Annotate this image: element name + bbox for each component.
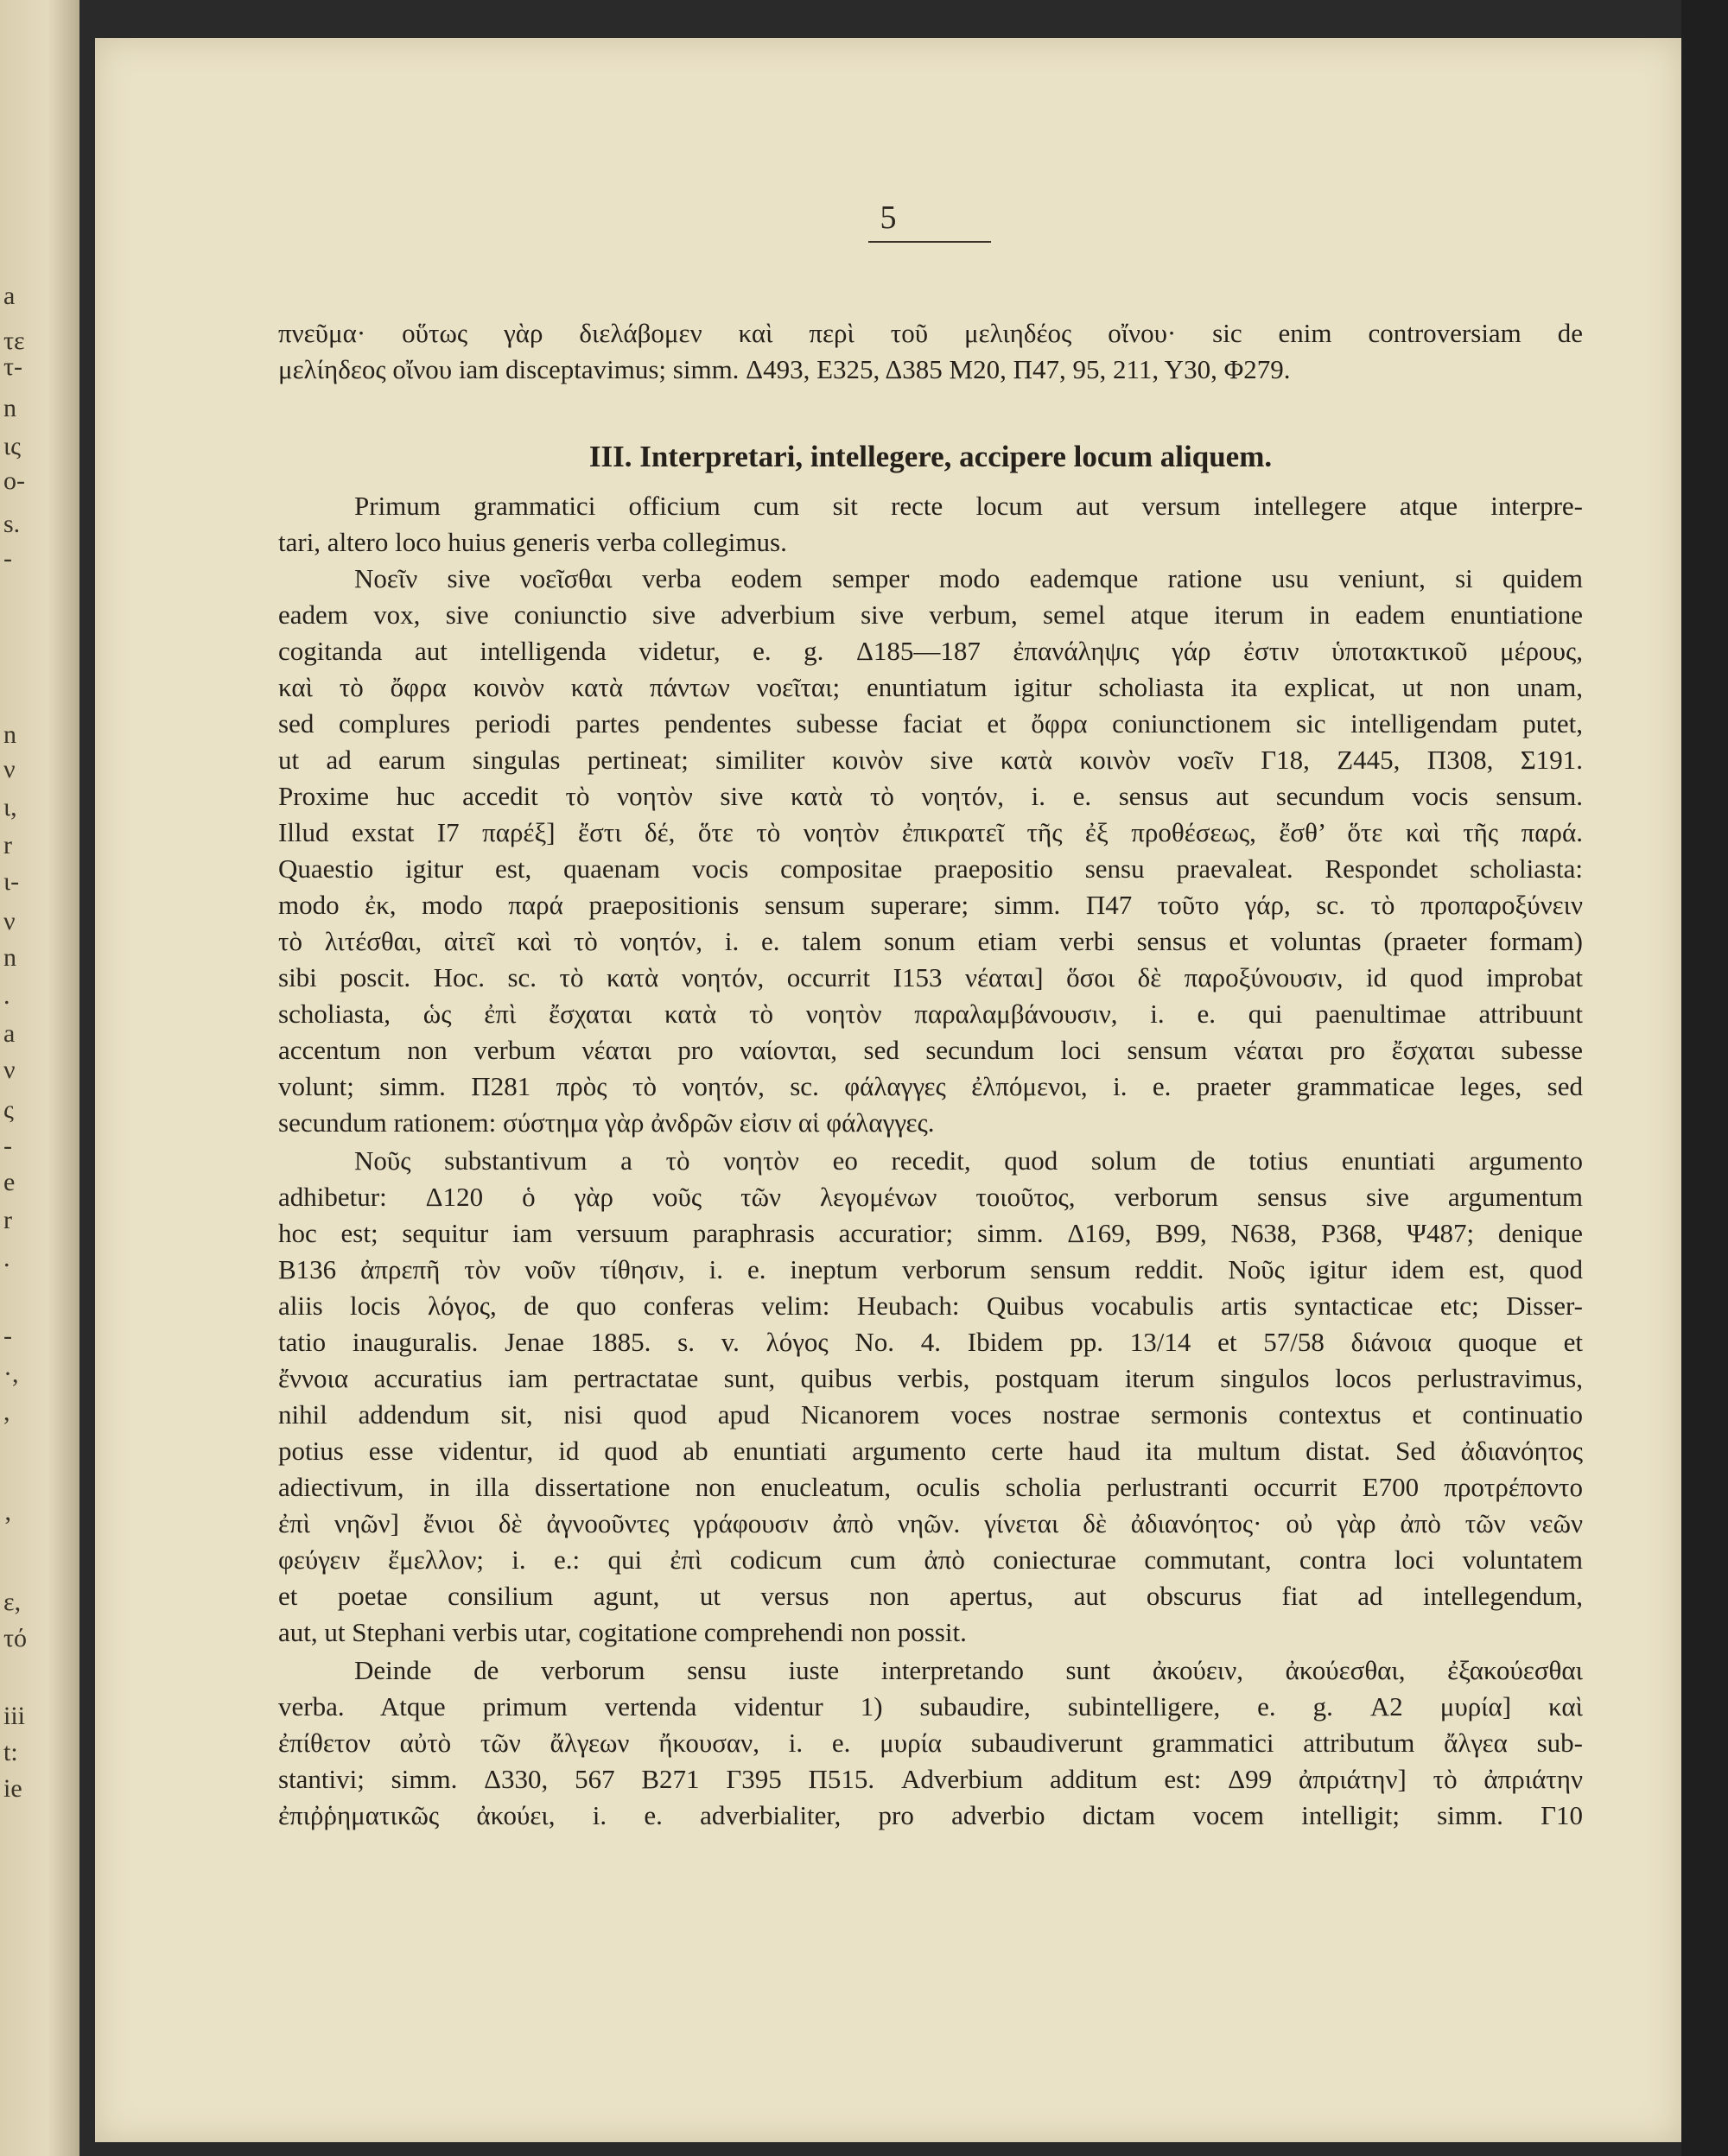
margin-fragment: s. — [3, 510, 21, 538]
text-line: μελίηδεος οἴνου iam disceptavimus; simm. Δ493, Ε325, Δ385 Μ20, Π47, 95, 211, Υ30, Φ279. — [278, 354, 1291, 384]
text-line: hoc est; sequitur iam versuum paraphrasis accuratior; simm. Δ169, Β99, Ν638, Ρ368, Ψ487; denique — [278, 1218, 1583, 1248]
text-line: aut, ut Stephani verbis utar, cogitatione comprehendi non possit. — [278, 1617, 967, 1647]
text-line: Primum grammatici officium cum sit recte locum aut versum intellegere atque interpre- — [354, 491, 1583, 521]
margin-fragment: r — [3, 831, 12, 859]
margin-fragment: n — [3, 720, 16, 749]
margin-fragment: ie — [3, 1774, 22, 1803]
text-line: adiectivum, in illa dissertatione non enucleatum, oculis scholia perlustranti occurrit Ε700 προτρέποντο — [278, 1472, 1583, 1502]
text-line: Νοῦς substantivum a τὸ νοητὸν eo recedit, quod solum de totius enuntiati argumento — [354, 1145, 1583, 1176]
margin-fragment: t: — [3, 1738, 18, 1766]
text-line: sed complures periodi partes pendentes subesse faciat et ὄφρα coniunctionem sic intelligendam putet, — [278, 708, 1583, 739]
margin-fragment: a — [3, 282, 16, 310]
text-line: secundum rationem: σύστημα γὰρ ἀνδρῶν εἰσιν αἱ φάλαγγες. — [278, 1107, 935, 1138]
margin-fragment: ι, — [3, 793, 17, 821]
margin-fragment: ο- — [3, 466, 25, 495]
text-line: aliis locis λόγος, de quo conferas velim: Heubach: Quibus vocabulis artis syntacticae etc; Disser- — [278, 1290, 1583, 1321]
text-line: Β136 ἀπρεπῆ τὸν νοῦν τίθησιν, i. e. ineptum verborum sensum reddit. Νοῦς igitur idem est, quod — [278, 1254, 1583, 1284]
margin-fragment: ν — [3, 907, 16, 935]
book-page — [95, 38, 1681, 2142]
page-number: 5 — [880, 200, 897, 236]
margin-fragment: iii — [3, 1702, 26, 1730]
page-number-rule — [868, 241, 991, 243]
margin-fragment: - — [3, 1132, 12, 1160]
margin-fragment: ’ — [3, 1512, 12, 1540]
text-line: volunt; simm. Π281 πρὸς τὸ νοητόν, sc. φάλαγγες ἐλπόμενοι, i. e. praeter grammaticae leges, sed — [278, 1071, 1583, 1101]
text-line: eadem vox, sive coniunctio sive adverbium sive verbum, semel atque iterum in eadem enuntiatione — [278, 599, 1583, 630]
margin-fragment: - — [3, 1322, 12, 1350]
margin-fragment: n — [3, 943, 16, 972]
section-heading: III. Interpretari, intellegere, accipere locum aliquem. — [588, 440, 1273, 473]
left-page-edge — [0, 0, 79, 2156]
text-line: ἔννοια accuratius iam pertractatae sunt, quibus verbis, postquam iterum singulos locos perlustravimus, — [278, 1363, 1583, 1393]
text-line: φεύγειν ἔμελλον; i. e.: qui ἐπὶ codicum cum ἀπὸ coniecturae commutant, contra loci voluntatem — [278, 1544, 1583, 1575]
text-line: scholiasta, ὡς ἐπὶ ἔσχαται κατὰ τὸ νοητὸν παραλαμβάνουσιν, i. e. qui paenultimae attribuunt — [278, 999, 1583, 1029]
margin-fragment: ν — [3, 755, 16, 783]
text-line: Quaestio igitur est, quaenam vocis compositae praepositio sensu praevaleat. Respondet scholiasta: — [278, 853, 1583, 884]
text-line: ἐπὶ νηῶν] ἔνιοι δὲ ἀγνοοῦντες γράφουσιν ἀπὸ νηῶν. γίνεται δὲ ἀδιανόητος· οὐ γὰρ ἀπὸ τῶν νεῶν — [278, 1508, 1583, 1538]
margin-fragment: τό — [3, 1624, 28, 1652]
text-line: et poetae consilium agunt, ut versus non apertus, aut obscurus fiat ad intellegendum, — [278, 1581, 1583, 1611]
text-line: sibi poscit. Hoc. sc. τὸ κατὰ νοητόν, occurrit Ι153 νέαται] ὅσοι δὲ παροξύνουσιν, id quod improbat — [278, 962, 1583, 992]
text-line: nihil addendum sit, nisi quod apud Nicanorem voces nostrae sermonis contextus et continuatio — [278, 1399, 1583, 1430]
text-line: τὸ λιτέσθαι, αἰτεῖ καὶ τὸ νοητόν, i. e. talem sonum etiam verbi sensus et voluntas (praeter formam) — [278, 926, 1583, 956]
margin-fragment: ις — [3, 432, 21, 460]
margin-fragment: ν — [3, 1056, 16, 1084]
margin-fragment: ς — [3, 1095, 14, 1124]
text-line: ἐπίθετον αὐτὸ τῶν ἄλγεων ἤκουσαν, i. e. μυρία subaudiverunt grammatici attributum ἄλγεα sub- — [278, 1728, 1583, 1758]
margin-fragment: τε — [3, 327, 25, 355]
margin-fragment: a — [3, 1019, 16, 1048]
margin-fragment: e — [3, 1168, 16, 1196]
text-line: ut ad earum singulas pertineat; similiter κοινὸν sive κατὰ κοινὸν νοεῖν Γ18, Ζ445, Π308, Σ191. — [278, 745, 1583, 775]
margin-fragment: ι- — [3, 867, 20, 896]
margin-fragment: n — [3, 394, 16, 422]
text-line: adhibetur: Δ120 ὁ γὰρ νοῦς τῶν λεγομένων τοιοῦτος, verborum sensus sive argumentum — [278, 1182, 1583, 1212]
margin-fragment: , — [3, 1398, 10, 1426]
text-line: accentum non verbum νέαται pro ναίονται, sed secundum loci sensum νέαται pro ἔσχαται subesse — [278, 1035, 1583, 1065]
text-line: cogitanda aut intelligenda videtur, e. g. Δ185—187 ἐπανάληψις γάρ ἐστιν ὑποτακτικοῦ μέρους, — [278, 636, 1583, 666]
margin-fragment: . — [3, 981, 10, 1010]
margin-fragment: r — [3, 1206, 12, 1234]
text-line: modo ἐκ, modo παρά praepositionis sensum superare; simm. Π47 τοῦτο γάρ, sc. τὸ προπαροξύνειν — [278, 890, 1583, 920]
text-line: tatio inauguralis. Jenae 1885. s. v. λόγος No. 4. Ibidem pp. 13/14 et 57/58 διάνοια quoque et — [278, 1327, 1583, 1357]
text-line: ἐπιῤῥηματικῶς ἀκούει, i. e. adverbialiter, pro adverbio dictam vocem intelligit; simm. Γ10 — [278, 1800, 1583, 1830]
text-line: tari, altero loco huius generis verba collegimus. — [278, 527, 787, 557]
margin-fragment: τ- — [3, 352, 23, 381]
text-line: stantivi; simm. Δ330, 567 Β271 Γ395 Π515. Adverbium additum est: Δ99 ἀπριάτην] τὸ ἀπριάτην — [278, 1764, 1583, 1794]
text-line: καὶ τὸ ὄφρα κοινὸν κατὰ πάντων νοεῖται; enuntiatum igitur scholiasta ita explicat, ut non unam, — [278, 672, 1583, 702]
text-line: verba. Atque primum vertenda videntur 1) subaudire, subintelligere, e. g. Α2 μυρία] καὶ — [278, 1691, 1583, 1722]
text-line: Proxime huc accedit τὸ νοητὸν sive κατὰ τὸ νοητόν, i. e. sensus aut secundum vocis sensum. — [278, 781, 1583, 811]
text-line: Illud exstat Ι7 παρέξ] ἔστι δέ, ὅτε τὸ νοητὸν ἐπικρατεῖ τῆς ἐξ προθέσεως, ἔσθ’ ὅτε καὶ τῆς παρά. — [278, 817, 1583, 847]
scan-background — [1681, 0, 1728, 2156]
text-line: πνεῦμα· οὕτως γὰρ διελάβομεν καὶ περὶ τοῦ μελιηδέος οἴνου· sic enim controversiam de — [278, 318, 1583, 348]
margin-fragment: ·, — [3, 1360, 19, 1388]
text-line: potius esse videntur, id quod ab enuntiati argumento certe haud ita multum distat. Sed ἀδιανόητος — [278, 1436, 1583, 1466]
margin-fragment: . — [3, 1244, 10, 1272]
text-line: Deinde de verborum sensu iuste interpretando sunt ἀκούειν, ἀκούεσθαι, ἐξακούεσθαι — [354, 1655, 1583, 1685]
text-line: Νοεῖν sive νοεῖσθαι verba eodem semper modo eademque ratione usu veniunt, si quidem — [354, 563, 1583, 593]
margin-fragment: - — [3, 544, 12, 573]
margin-fragment: ε, — [3, 1588, 22, 1616]
